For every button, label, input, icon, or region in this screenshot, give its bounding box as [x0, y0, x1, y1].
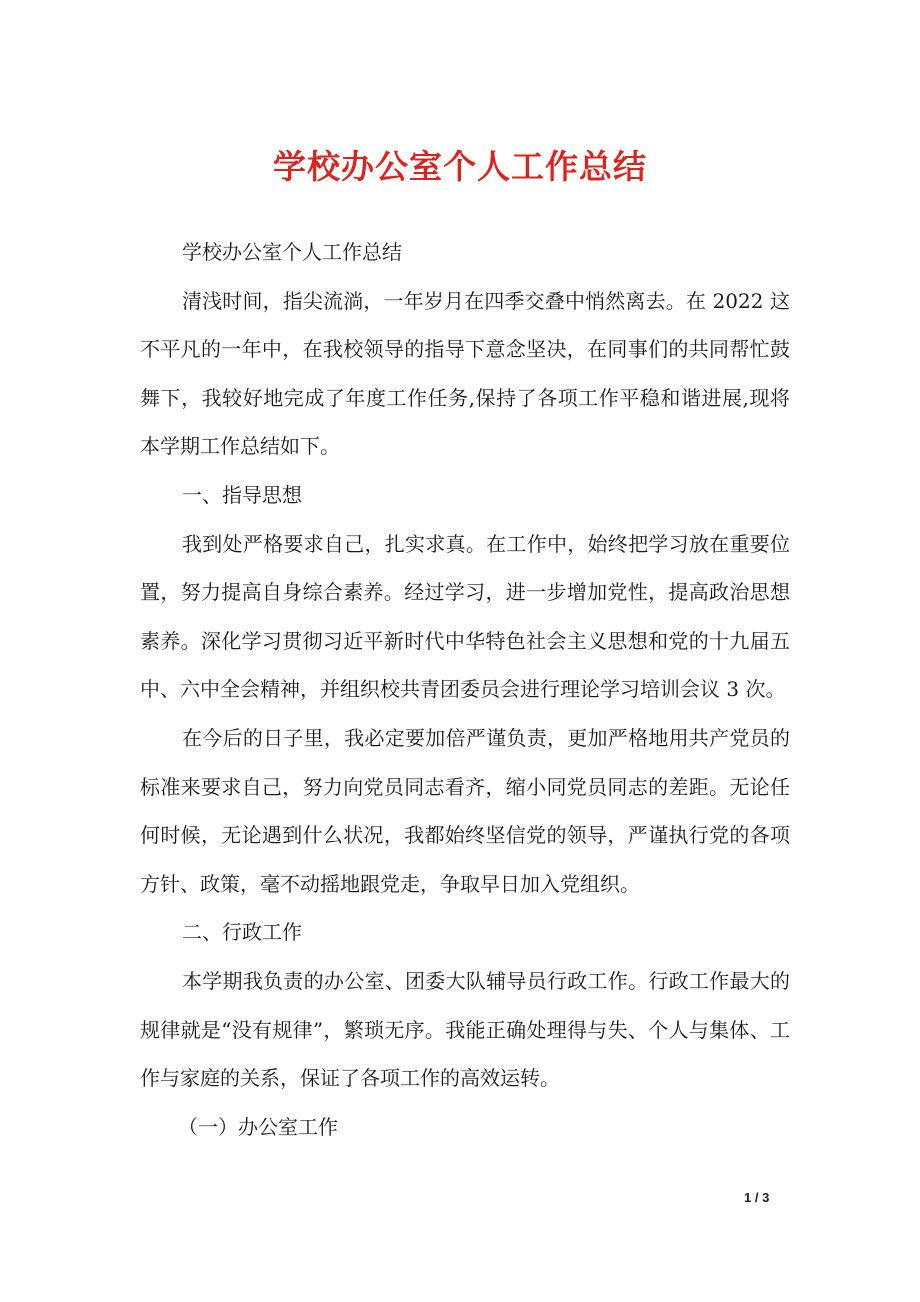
- subsection-heading-office-work: （一）办公室工作: [178, 1114, 338, 1139]
- paragraph-administrative-work: 本学期我负责的办公室、团委大队辅导员行政工作。行政工作最大的规律就是“没有规律”，繁琐无序。我能正确处理得与失、个人与集体、工作与家庭的关系，保证了各项工作的高效运转。: [140, 968, 790, 1091]
- paragraph-guiding-thought: 我到处严格要求自己，扎实求真。在工作中，始终把学习放在重要位置，努力提高自身综合素养。经过学习，进一步增加党性，提高政治思想素养。深化学习贯彻习近平新时代中华特色社会主义思想和党的十九届五中、六中全会精神，并组织校共青团委员会进行理论学习培训会议 3 次。: [140, 531, 790, 702]
- document-title: 学校办公室个人工作总结: [273, 147, 647, 186]
- section-heading-guiding-thought: 一、指导思想: [182, 482, 302, 507]
- paragraph-intro: 清浅时间，指尖流淌，一年岁月在四季交叠中悄然离去。在 2022 这不平凡的一年中，在我校领导的指导下意念坚决，在同事们的共同帮忙鼓舞下，我较好地完成了年度工作任务,保持了各项工作平稳和谐进展,现将本学期工作总结如下。: [140, 288, 790, 459]
- document-body: [140, 228, 790, 1151]
- page-number: 1 / 3: [744, 1190, 770, 1205]
- section-heading-administrative-work: 二、行政工作: [182, 920, 302, 945]
- paragraph-future-commitment: 在今后的日子里，我必定要加倍严谨负责，更加严格地用共产党员的标准来要求自己，努力向党员同志看齐，缩小同党员同志的差距。无论任何时候，无论遇到什么状况，我都始终坚信党的领导，严谨执行党的各项方针、政策，毫不动摇地跟党走，争取早日加入党组织。: [140, 725, 790, 896]
- paragraph-heading-repeat: 学校办公室个人工作总结: [182, 240, 402, 264]
